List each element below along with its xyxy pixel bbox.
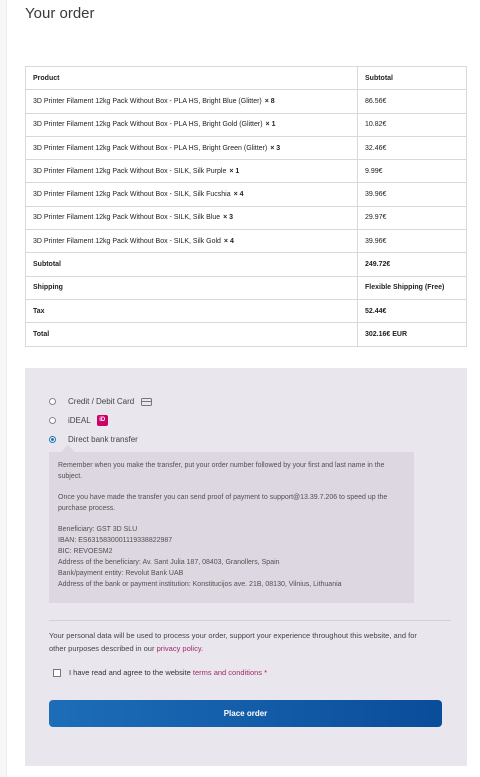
table-row: [26, 113, 467, 136]
header-product: Product: [26, 67, 358, 90]
product-qty: × 3: [270, 144, 281, 152]
product-cell: [26, 90, 358, 113]
bank-transfer-details: [49, 452, 414, 603]
table-row: [26, 230, 467, 253]
tax-row: [26, 299, 467, 322]
terms-link[interactable]: terms and conditions: [192, 668, 263, 677]
method-label: Direct bank transfer: [68, 435, 138, 444]
totals-label: Tax: [26, 299, 358, 322]
bank-transfer-radio[interactable]: [49, 436, 56, 443]
subtotal-cell: 29.97€: [358, 206, 467, 229]
product-name: 3D Printer Filament 12kg Pack Without Box - SILK, Silk Blue: [33, 214, 221, 222]
credit-card-icon: [141, 398, 152, 406]
table-header-row: [26, 67, 467, 90]
totals-value: 302.16€ EUR: [358, 323, 467, 346]
product-cell: [26, 183, 358, 206]
product-qty: × 4: [233, 191, 244, 199]
page-title: Your order: [25, 5, 95, 22]
table-row: [26, 206, 467, 229]
table-row: [26, 136, 467, 159]
privacy-text: Your personal data will be used to process your order, support your experience throughout this website, and for other purposes described in our: [49, 631, 417, 653]
product-qty: × 1: [229, 167, 240, 175]
terms-checkbox-row[interactable]: [53, 668, 267, 677]
bank-instructions: Remember when you make the transfer, put your order number followed by your first and last name in the subject.: [58, 462, 385, 480]
terms-checkbox[interactable]: [53, 669, 61, 677]
method-label: Credit / Debit Card: [68, 397, 135, 406]
place-order-button[interactable]: Place order: [49, 700, 442, 727]
product-name: 3D Printer Filament 12kg Pack Without Box - PLA HS, Bright Blue (Glitter): [33, 97, 262, 105]
product-cell: [26, 230, 358, 253]
product-name: 3D Printer Filament 12kg Pack Without Box - SILK, Silk Purple: [33, 167, 227, 175]
totals-value: 249.72€: [358, 253, 467, 276]
bank-detail-line: Address of the beneficiary: Av. Sant Julia 187, 08403, Granollers, Spain: [58, 559, 280, 566]
subtotal-row: [26, 253, 467, 276]
totals-value: 52.44€: [358, 299, 467, 322]
product-name: 3D Printer Filament 12kg Pack Without Box - SILK, Silk Gold: [33, 237, 221, 245]
subtotal-cell: 32.46€: [358, 136, 467, 159]
bank-detail-line: Bank/payment entity: Revolut Bank UAB: [58, 570, 184, 577]
card-radio[interactable]: [49, 398, 56, 405]
required-asterisk: *: [264, 668, 267, 677]
payment-method-card[interactable]: [49, 392, 152, 411]
bank-detail-line: BIC: REVOESM2: [58, 548, 113, 555]
product-cell: [26, 113, 358, 136]
subtotal-cell: 9.99€: [358, 160, 467, 183]
terms-text: I have read and agree to the website: [69, 668, 191, 677]
product-name: 3D Printer Filament 12kg Pack Without Box - SILK, Silk Fucshia: [33, 191, 231, 199]
bank-detail-line: IBAN: ES6315830001119338822987: [58, 537, 173, 544]
privacy-policy-link[interactable]: privacy policy: [156, 643, 202, 653]
payment-panel: [25, 368, 467, 766]
header-subtotal: Subtotal: [358, 67, 467, 90]
table-row: [26, 160, 467, 183]
subtotal-cell: 86.56€: [358, 90, 467, 113]
ideal-radio[interactable]: [49, 417, 56, 424]
product-cell: [26, 206, 358, 229]
divider: [49, 620, 451, 621]
total-row: [26, 323, 467, 346]
subtotal-cell: 39.96€: [358, 183, 467, 206]
method-label: iDEAL: [68, 416, 91, 425]
product-qty: × 3: [223, 214, 234, 222]
privacy-notice: Your personal data will be used to process your order, support your experience throughout this website, and for other purposes described in our privacy policy.: [49, 631, 417, 653]
payment-methods: [49, 392, 152, 449]
product-cell: [26, 136, 358, 159]
order-table: [25, 66, 467, 347]
page-edge: [0, 0, 7, 777]
table-row: [26, 183, 467, 206]
totals-label: Total: [26, 323, 358, 346]
product-name: 3D Printer Filament 12kg Pack Without Box - PLA HS, Bright Green (Glitter): [33, 144, 268, 152]
totals-label: Shipping: [26, 276, 358, 299]
table-row: [26, 90, 467, 113]
ideal-icon: iD: [97, 415, 108, 426]
subtotal-cell: 10.82€: [358, 113, 467, 136]
bank-proof: Once you have made the transfer you can send proof of payment to support@13.39.7.206 to speed up the purchase process.: [58, 494, 388, 512]
payment-method-ideal[interactable]: [49, 411, 152, 430]
product-qty: × 8: [264, 97, 275, 105]
shipping-row: [26, 276, 467, 299]
bank-detail-line: Beneficiary: GST 3D SLU: [58, 526, 138, 533]
product-name: 3D Printer Filament 12kg Pack Without Box - PLA HS, Bright Gold (Glitter): [33, 121, 263, 129]
product-qty: × 4: [223, 237, 234, 245]
product-cell: [26, 160, 358, 183]
bank-detail-line: Address of the bank or payment institution: Konstitucijos ave. 21B, 08130, Vilnius, Lithuania: [58, 581, 342, 588]
totals-value: Flexible Shipping (Free): [358, 276, 467, 299]
subtotal-cell: 39.96€: [358, 230, 467, 253]
product-qty: × 1: [265, 121, 276, 129]
totals-label: Subtotal: [26, 253, 358, 276]
